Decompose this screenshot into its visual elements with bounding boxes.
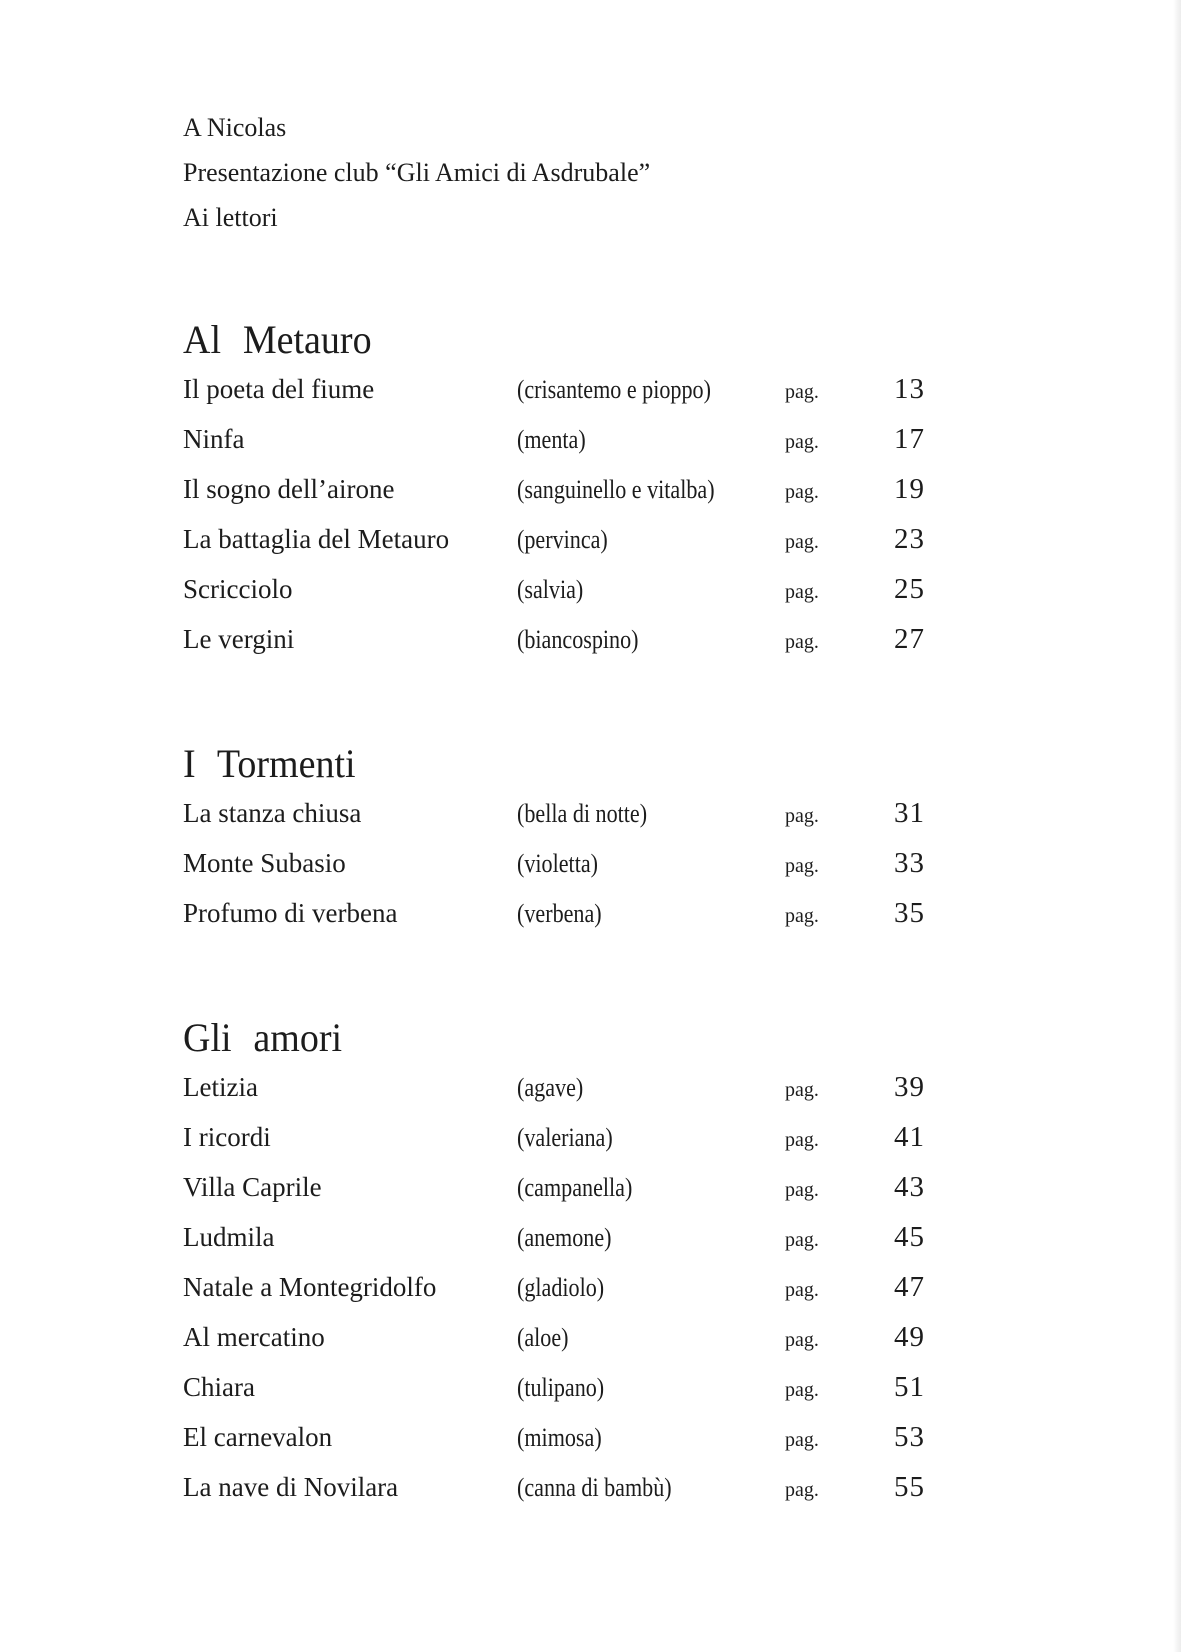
toc-entry-row [183, 838, 925, 888]
entry-flower: (menta) [517, 425, 586, 454]
entry-flower: (pervinca) [517, 525, 608, 554]
toc-section [183, 740, 925, 938]
page-label: pag. [785, 531, 819, 553]
entry-page-number: 49 [894, 1321, 925, 1353]
entry-flower: (sanguinello e vitalba) [517, 475, 715, 504]
entry-flower: (aloe) [517, 1323, 569, 1352]
section-entries [183, 788, 925, 938]
entry-title: La nave di Novilara [183, 1472, 399, 1502]
entry-title: Il poeta del fiume [183, 374, 375, 404]
entry-flower: (gladiolo) [517, 1273, 605, 1302]
entry-page-number: 45 [894, 1221, 925, 1253]
section-title: Gli amori [183, 1015, 343, 1060]
page-label: pag. [785, 905, 819, 927]
page-scan-edge [1173, 0, 1181, 1652]
toc-sections [183, 316, 925, 1512]
entry-flower: (salvia) [517, 575, 584, 604]
section-title: Al Metauro [183, 317, 372, 362]
entry-flower: (tulipano) [517, 1373, 605, 1402]
entry-page-number: 41 [894, 1121, 925, 1153]
front-matter-item: Ai lettori [183, 203, 278, 232]
page-label: pag. [785, 1429, 819, 1451]
entry-title: Monte Subasio [183, 848, 346, 878]
entry-flower: (agave) [517, 1073, 584, 1102]
entry-page-number: 53 [894, 1421, 925, 1453]
entry-page-number: 39 [894, 1071, 925, 1103]
toc-entry-row [183, 614, 925, 664]
entry-title: Scricciolo [183, 574, 293, 604]
page-label: pag. [785, 381, 819, 403]
page-label: pag. [785, 855, 819, 877]
entry-page-number: 43 [894, 1171, 925, 1203]
entry-page-number: 35 [894, 897, 925, 929]
toc-section [183, 316, 925, 664]
page-label: pag. [785, 1279, 819, 1301]
front-matter [183, 105, 925, 240]
section-entries [183, 1062, 925, 1512]
entry-page-number: 33 [894, 847, 925, 879]
page-label: pag. [785, 1179, 819, 1201]
entry-page-number: 51 [894, 1371, 925, 1403]
toc-entry-row [183, 1112, 925, 1162]
entry-flower: (crisantemo e pioppo) [517, 375, 711, 404]
entry-title: La stanza chiusa [183, 798, 362, 828]
toc-content [183, 105, 925, 1512]
toc-entry-row [183, 1412, 925, 1462]
entry-page-number: 27 [894, 623, 925, 655]
page-label: pag. [785, 581, 819, 603]
entry-flower: (campanella) [517, 1173, 633, 1202]
toc-section [183, 1014, 925, 1512]
front-matter-item: Presentazione club “Gli Amici di Asdrubale” [183, 158, 651, 187]
toc-entry-row [183, 1462, 925, 1512]
entry-title: Letizia [183, 1072, 258, 1102]
toc-entry-row [183, 364, 925, 414]
entry-page-number: 31 [894, 797, 925, 829]
page-label: pag. [785, 1079, 819, 1101]
entry-page-number: 19 [894, 473, 925, 505]
entry-page-number: 23 [894, 523, 925, 555]
toc-entry-row [183, 1162, 925, 1212]
entry-title: Al mercatino [183, 1322, 325, 1352]
entry-page-number: 25 [894, 573, 925, 605]
entry-title: Chiara [183, 1372, 255, 1402]
entry-flower: (valeriana) [517, 1123, 613, 1152]
page-label: pag. [785, 1479, 819, 1501]
entry-flower: (anemone) [517, 1223, 612, 1252]
entry-flower: (mimosa) [517, 1423, 602, 1452]
toc-entry-row [183, 888, 925, 938]
page-label: pag. [785, 1329, 819, 1351]
entry-title: Profumo di verbena [183, 898, 398, 928]
page-label: pag. [785, 631, 819, 653]
toc-entry-row [183, 1362, 925, 1412]
toc-entry-row [183, 788, 925, 838]
entry-flower: (bella di notte) [517, 799, 648, 828]
toc-entry-row [183, 1062, 925, 1112]
page-label: pag. [785, 1229, 819, 1251]
section-title: I Tormenti [183, 741, 356, 786]
page-label: pag. [785, 431, 819, 453]
entry-title: I ricordi [183, 1122, 271, 1152]
toc-entry-row [183, 414, 925, 464]
entry-page-number: 13 [894, 373, 925, 405]
entry-title: La battaglia del Metauro [183, 524, 450, 554]
toc-entry-row [183, 464, 925, 514]
page-label: pag. [785, 805, 819, 827]
front-matter-item: A Nicolas [183, 113, 287, 142]
entry-title: Villa Caprile [183, 1172, 322, 1202]
entry-flower: (verbena) [517, 899, 602, 928]
toc-entry-row [183, 1262, 925, 1312]
section-entries [183, 364, 925, 664]
toc-entry-row [183, 1312, 925, 1362]
entry-title: Natale a Montegridolfo [183, 1272, 437, 1302]
entry-page-number: 17 [894, 423, 925, 455]
toc-entry-row [183, 564, 925, 614]
entry-title: Ludmila [183, 1222, 275, 1252]
toc-entry-row [183, 1212, 925, 1262]
entry-title: Le vergini [183, 624, 295, 654]
entry-page-number: 55 [894, 1471, 925, 1503]
entry-page-number: 47 [894, 1271, 925, 1303]
page-label: pag. [785, 1379, 819, 1401]
entry-title: El carnevalon [183, 1422, 333, 1452]
entry-title: Il sogno dell’airone [183, 474, 395, 504]
entry-flower: (canna di bambù) [517, 1473, 672, 1502]
page-label: pag. [785, 481, 819, 503]
toc-entry-row [183, 514, 925, 564]
page-label: pag. [785, 1129, 819, 1151]
entry-title: Ninfa [183, 424, 245, 454]
entry-flower: (violetta) [517, 849, 599, 878]
entry-flower: (biancospino) [517, 625, 639, 654]
